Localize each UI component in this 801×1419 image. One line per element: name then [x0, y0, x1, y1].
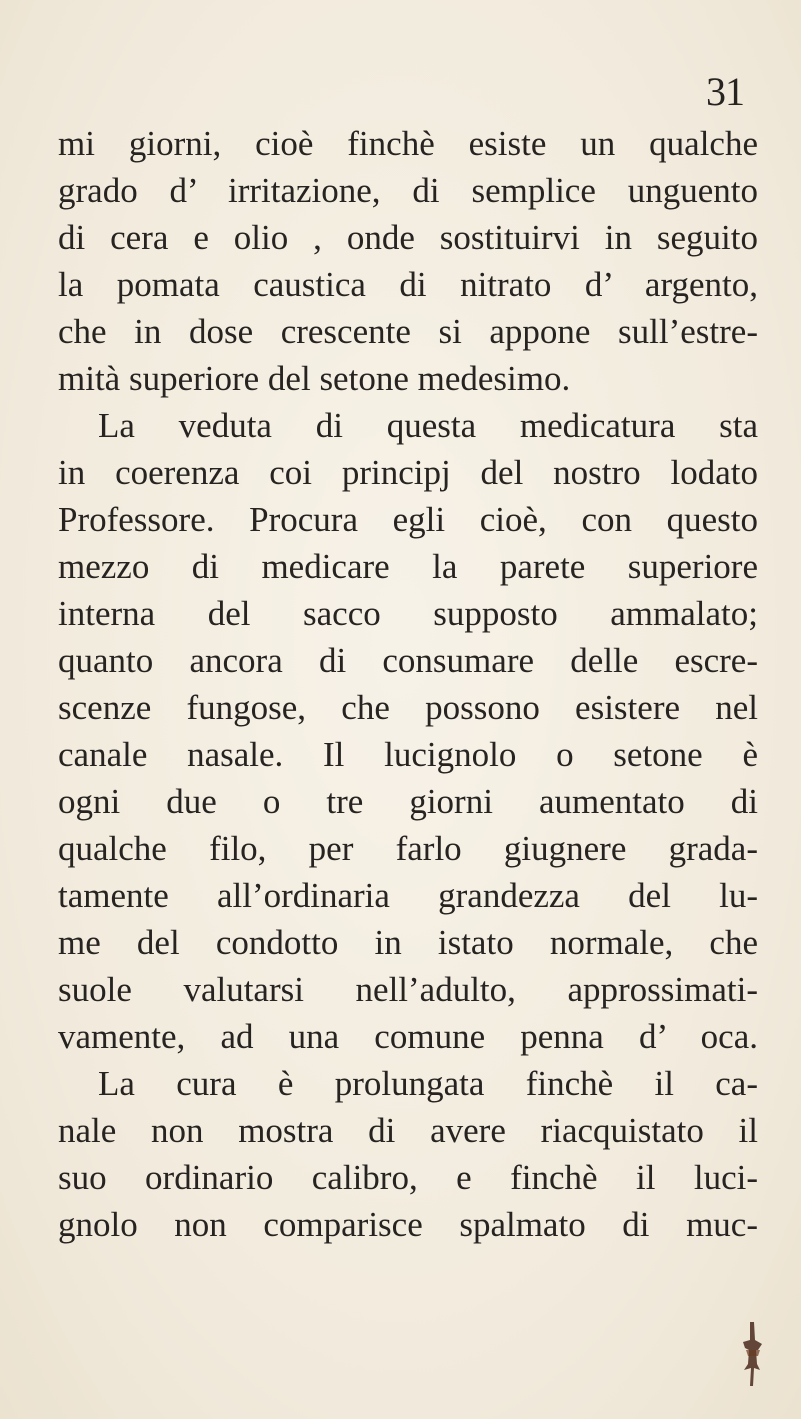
text-line: quanto ancora di consumare delle escre- — [58, 641, 758, 680]
text-line: interna del sacco supposto ammalato; — [58, 594, 758, 633]
text-line: La veduta di questa medicatura sta — [98, 406, 758, 445]
text-line: nale non mostra di avere riacquistato il — [58, 1111, 758, 1150]
text-line: grado d’ irritazione, di semplice unguento — [58, 171, 758, 210]
text-line: scenze fungose, che possono esistere nel — [58, 688, 758, 727]
text-line: tamente all’ordinaria grandezza del lu- — [58, 876, 758, 915]
text-line: Professore. Procura egli cioè, con questo — [58, 500, 758, 539]
text-line: la pomata caustica di nitrato d’ argento, — [58, 265, 758, 304]
text-line: mi giorni, cioè finchè esiste un qualche — [58, 124, 758, 163]
text-line: me del condotto in istato normale, che — [58, 923, 758, 962]
text-line: suole valutarsi nell’adulto, approssimati- — [58, 970, 758, 1009]
text-line: gnolo non comparisce spalmato di muc- — [58, 1205, 758, 1244]
ink-stain-mark — [736, 1320, 770, 1390]
text-line: canale nasale. Il lucignolo o setone è — [58, 735, 758, 774]
text-line: ogni due o tre giorni aumentato di — [58, 782, 758, 821]
text-line: vamente, ad una comune penna d’ oca. — [58, 1017, 758, 1056]
text-line: di cera e olio , onde sostituirvi in seguito — [58, 218, 758, 257]
text-line: mezzo di medicare la parete superiore — [58, 547, 758, 586]
text-line: qualche filo, per farlo giugnere grada- — [58, 829, 758, 868]
text-line: suo ordinario calibro, e finchè il luci- — [58, 1158, 758, 1197]
text-line: che in dose crescente si appone sull’estre- — [58, 312, 758, 351]
text-line: mità superiore del setone medesimo. — [58, 359, 571, 398]
text-line: La cura è prolungata finchè il ca- — [98, 1064, 758, 1103]
page-number: 31 — [706, 69, 744, 114]
text-line: in coerenza coi principj del nostro lodato — [58, 453, 758, 492]
